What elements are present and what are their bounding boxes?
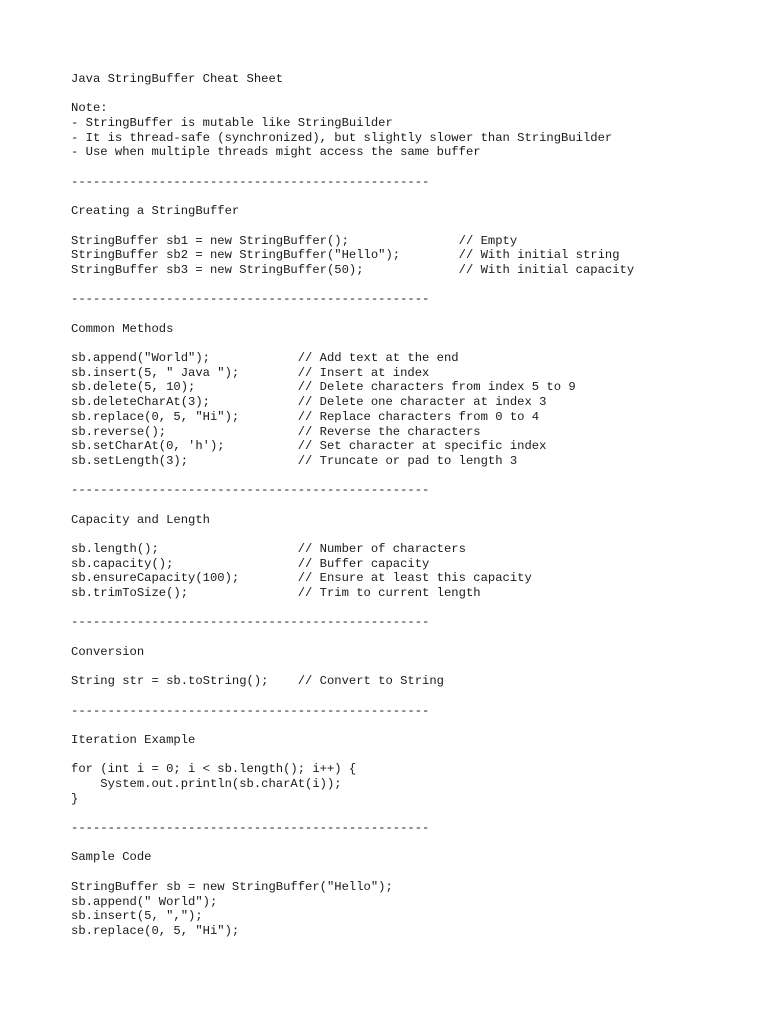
text-line: sb.insert(5, ",");: [71, 909, 203, 924]
document-title: Java StringBuffer Cheat Sheet: [71, 72, 284, 86]
text-line: - It is thread-safe (synchronized), but slightly slower than StringBuilder: [71, 130, 613, 145]
text-line: - StringBuffer is mutable like StringBuilder: [71, 116, 393, 131]
blank-line: [71, 219, 751, 234]
cheat-sheet-document: [71, 72, 751, 939]
code-line-with-comment: sb.deleteCharAt(3); // Delete one character at index 3: [71, 395, 547, 410]
blank-line: [71, 689, 751, 704]
blank-line: [71, 190, 751, 205]
text-line: Iteration Example: [71, 732, 196, 747]
blank-line: [71, 87, 751, 102]
blank-line: [71, 718, 751, 733]
text-line: Sample Code: [71, 850, 152, 865]
text-line: Note:: [71, 101, 108, 116]
code-line-with-comment: StringBuffer sb3 = new StringBuffer(50); // With initial capacity: [71, 262, 635, 277]
text-line: System.out.println(sb.charAt(i));: [71, 777, 342, 791]
code-line-with-comment: sb.delete(5, 10); // Delete characters from index 5 to 9: [71, 380, 576, 395]
code-line-with-comment: StringBuffer sb2 = new StringBuffer("Hello"); // With initial string: [71, 248, 620, 263]
blank-line: [71, 527, 751, 542]
blank-line: [71, 498, 751, 513]
text-line: }: [71, 791, 79, 806]
blank-line: [71, 748, 751, 763]
text-line: StringBuffer sb = new StringBuffer("Hello");: [71, 879, 393, 894]
blank-line: [71, 469, 751, 484]
blank-line: [71, 630, 751, 645]
code-line-with-comment: sb.reverse(); // Reverse the characters: [71, 424, 481, 439]
section-divider: -------------------------------------------------: [71, 821, 430, 836]
text-line: Common Methods: [71, 321, 174, 336]
section-divider: -------------------------------------------------: [71, 615, 430, 630]
text-line: Conversion: [71, 644, 145, 659]
code-line-with-comment: StringBuffer sb1 = new StringBuffer(); // Empty: [71, 233, 518, 248]
code-line-with-comment: sb.replace(0, 5, "Hi"); // Replace characters from 0 to 4: [71, 409, 540, 424]
text-line: sb.append(" World");: [71, 894, 218, 909]
text-line: - Use when multiple threads might access the same buffer: [71, 145, 481, 160]
blank-line: [71, 836, 751, 851]
blank-line: [71, 660, 751, 675]
blank-line: [71, 307, 751, 322]
blank-line: [71, 601, 751, 616]
text-line: Creating a StringBuffer: [71, 204, 240, 219]
code-line-with-comment: sb.insert(5, " Java "); // Insert at index: [71, 365, 430, 380]
section-divider: -------------------------------------------------: [71, 703, 430, 718]
blank-line: [71, 160, 751, 175]
section-divider: -------------------------------------------------: [71, 174, 430, 189]
code-line-with-comment: sb.append("World"); // Add text at the end: [71, 351, 459, 366]
code-line-with-comment: sb.setLength(3); // Truncate or pad to length 3: [71, 453, 518, 468]
code-line-with-comment: sb.length(); // Number of characters: [71, 542, 466, 556]
section-divider: -------------------------------------------------: [71, 292, 430, 307]
blank-line: [71, 278, 751, 293]
text-line: sb.replace(0, 5, "Hi");: [71, 923, 240, 938]
section-divider: -------------------------------------------------: [71, 483, 430, 498]
code-line-with-comment: sb.trimToSize(); // Trim to current length: [71, 586, 481, 601]
blank-line: [71, 865, 751, 880]
code-line-with-comment: sb.ensureCapacity(100); // Ensure at least this capacity: [71, 571, 532, 586]
blank-line: [71, 806, 751, 821]
code-line-with-comment: String str = sb.toString(); // Convert to String: [71, 674, 444, 689]
text-line: for (int i = 0; i < sb.length(); i++) {: [71, 762, 357, 777]
blank-line: [71, 336, 751, 351]
code-line-with-comment: sb.setCharAt(0, 'h'); // Set character at specific index: [71, 439, 547, 454]
text-line: Capacity and Length: [71, 512, 210, 527]
code-line-with-comment: sb.capacity(); // Buffer capacity: [71, 556, 430, 571]
